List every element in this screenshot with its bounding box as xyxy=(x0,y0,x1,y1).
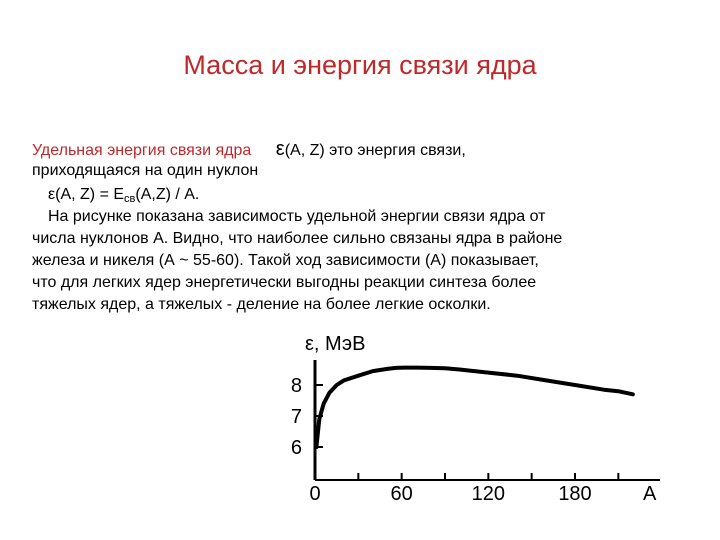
definition-line-2: приходящаяся на один нуклон xyxy=(32,162,259,179)
body-line-1: На рисунке показана зависимость удельной энергии связи ядра от xyxy=(48,208,546,225)
x-axis-label: А xyxy=(643,483,657,505)
series-line xyxy=(316,368,632,447)
formula-subscript: св xyxy=(124,193,136,205)
y-axis-label: ε, МэВ xyxy=(305,333,366,355)
definition-rest: (A, Z) это энергия связи, xyxy=(284,142,466,159)
y-tick-label: 8 xyxy=(290,375,302,397)
body-line-5: тяжелых ядер, а тяжелых - деление на более легкие осколки. xyxy=(32,296,491,313)
epsilon-symbol: ε xyxy=(275,138,285,160)
formula-pre: ε(A, Z) = E xyxy=(48,186,125,203)
body-line-3: железа и никеля (А ~ 55-60). Такой ход зависимости (А) показывает, xyxy=(32,252,539,269)
y-tick-label: 6 xyxy=(290,437,302,459)
x-tick-label: 60 xyxy=(390,483,413,505)
x-tick-label: 180 xyxy=(558,483,592,505)
body-line-4: что для легких ядер энергетически выгодны реакции синтеза более xyxy=(32,274,537,291)
body-line-2: числа нуклонов А. Видно, что наиболее сильно связаны ядра в районе xyxy=(32,230,563,247)
x-tick-label: 0 xyxy=(309,483,321,505)
slide-title: Масса и энергия связи ядра xyxy=(183,50,537,80)
x-tick-label: 120 xyxy=(471,483,506,505)
y-tick-label: 7 xyxy=(290,406,302,428)
definition-term: Удельная энергия связи ядра xyxy=(32,142,252,159)
formula-post: (A,Z) / A. xyxy=(135,186,200,203)
